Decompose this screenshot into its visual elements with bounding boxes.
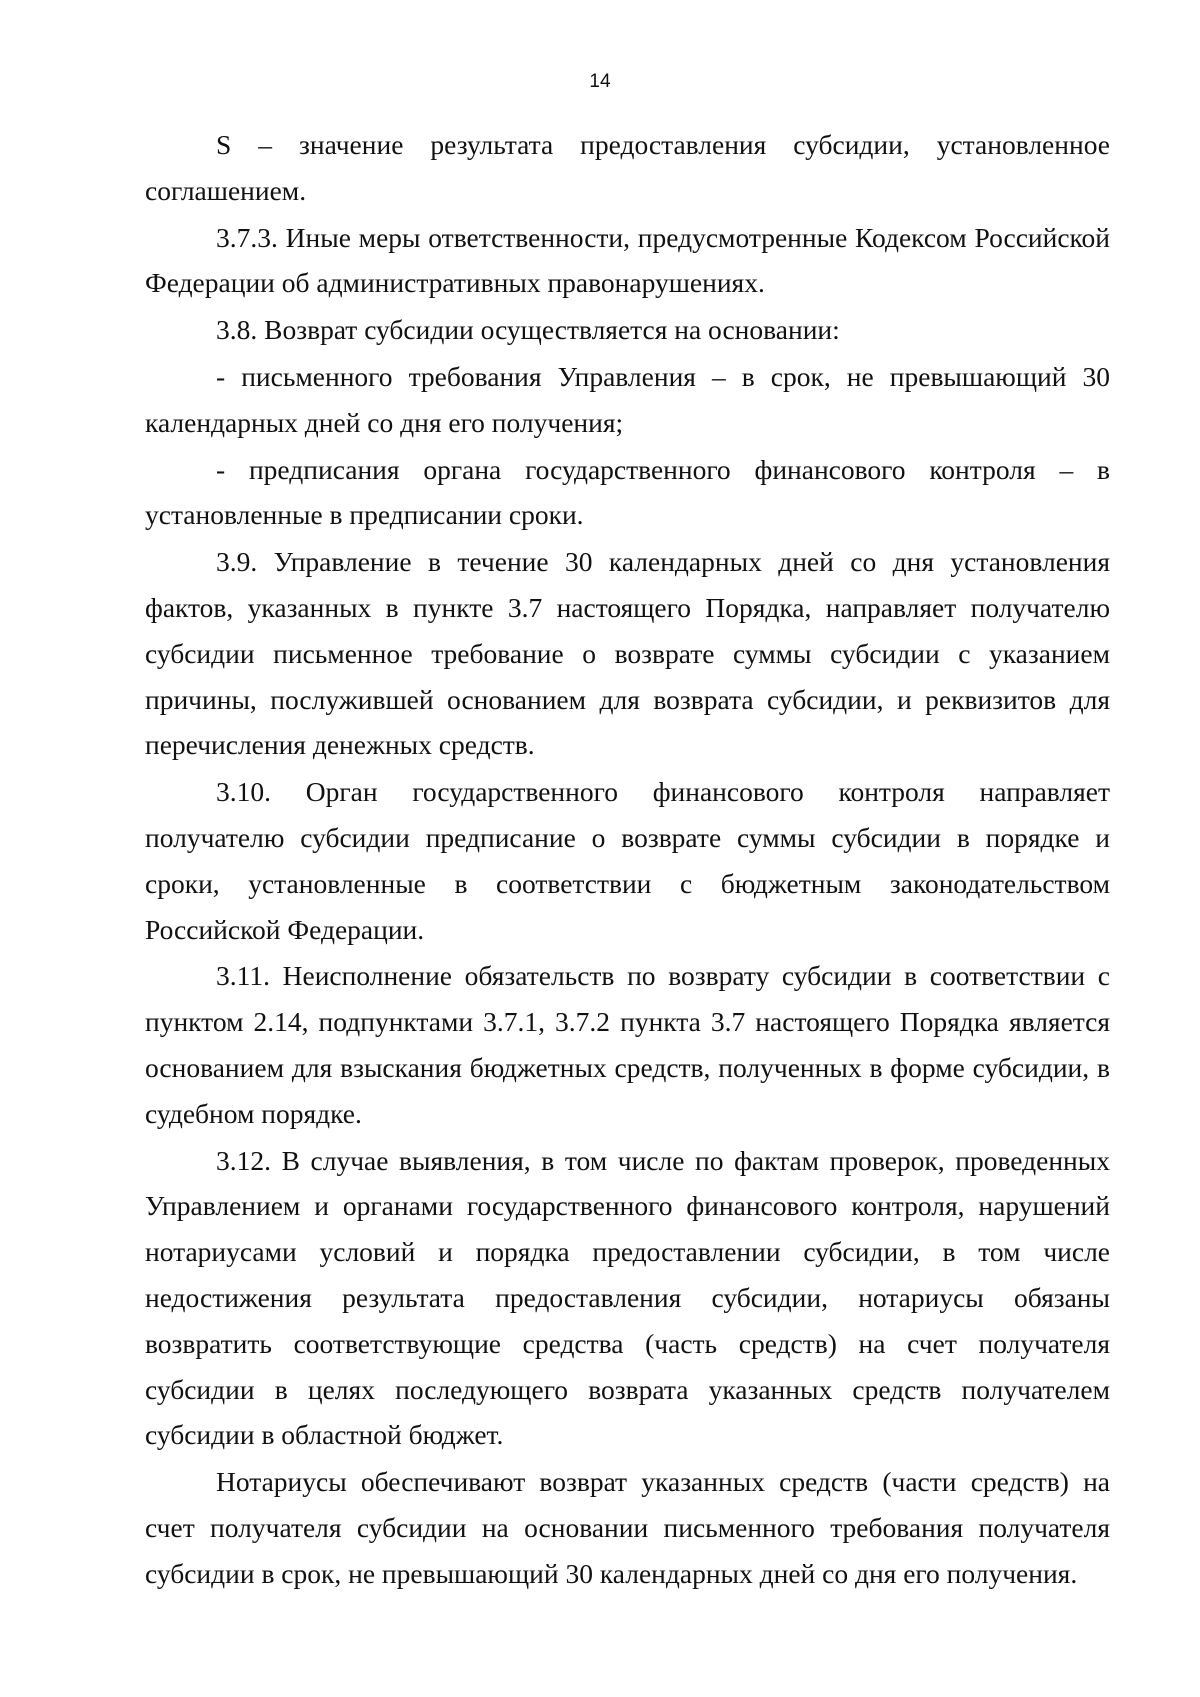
paragraph-3-10: 3.10. Орган государственного финансового контроля направляет получателю субсидии предписание о возврате суммы субсидии в порядке и сроки, установленные в соответствии с бюджетным законодательством Российской Федерации. xyxy=(145,776,1110,945)
paragraph-3-9: 3.9. Управление в течение 30 календарных дней со дня установления фактов, указанных в пункте 3.7 настоящего Порядка, направляет получателю субсидии письменное требование о возврате суммы субсидии с указанием причины, послужившей основанием для возврата субсидии, и реквизитов для перечисления денежных средств. xyxy=(145,546,1110,761)
paragraph-3-8: 3.8. Возврат субсидии осуществляется на основании: xyxy=(216,314,840,346)
paragraph-3-7-3: 3.7.3. Иные меры ответственности, предусмотренные Кодексом Российской Федерации об административных правонарушениях. xyxy=(145,221,1110,299)
paragraph-3-12: 3.12. В случае выявления, в том числе по фактам проверок, проведенных Управлением и органами государственного финансового контроля, нарушений нотариусами условий и порядка предоставлении субсидии, в том числе недостижения результата предоставления субсидии, нотариусы обязаны возвратить соответствующие средства (часть средств) на счет получателя субсидии в целях последующего возврата указанных средств получателем субсидии в областной бюджет. xyxy=(145,1144,1110,1451)
list-item-written-demand: - письменного требования Управления – в срок, не превышающий 30 календарных дней со дня его получения; xyxy=(145,360,1110,438)
paragraph-s-definition: S – значение результата предоставления субсидии, установленное соглашением. xyxy=(145,129,1110,206)
page-number: 14 xyxy=(589,71,611,92)
document-body xyxy=(145,122,1110,1598)
paragraph-notaries-return: Нотариусы обеспечивают возврат указанных средств (части средств) на счет получателя субсидии на основании письменного требования получателя субсидии в срок, не превышающий 30 календарных дней со дня его получения. xyxy=(145,1466,1110,1589)
paragraph-3-11: 3.11. Неисполнение обязательств по возврату субсидии в соответствии с пунктом 2.14, подпунктами 3.7.1, 3.7.2 пункта 3.7 настоящего Порядка является основанием для взыскания бюджетных средств, полученных в форме субсидии, в судебном порядке. xyxy=(145,960,1110,1129)
list-item-prescription: - предписания органа государственного финансового контроля – в установленные в предписании сроки. xyxy=(145,453,1110,531)
